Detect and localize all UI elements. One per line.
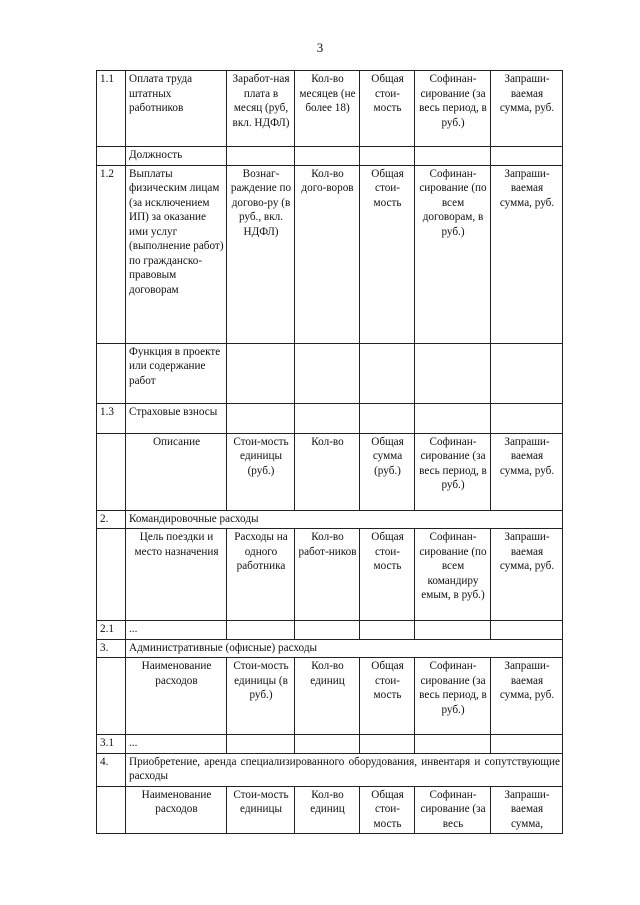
- col-quantity: Кол-во единиц: [295, 786, 360, 834]
- col-quantity: Кол-во месяцев (не более 18): [295, 71, 360, 147]
- row-number: 1.2: [97, 165, 126, 343]
- row-1-3-header: [97, 433, 563, 510]
- row-number: 3.1: [97, 735, 126, 754]
- col-requested: Запраши-ваемая сумма, руб.: [491, 433, 563, 510]
- col-unit-cost: Стои-мость единицы (руб.): [227, 433, 295, 510]
- expense-name-header: Наименование расходов: [126, 786, 227, 834]
- section-title: Командировочные расходы: [126, 510, 563, 529]
- expense-name: Выплаты физическим лицам (за исключением ИП) за оказание ими услуг (выполнение работ) по гражданско-правовым договорам: [126, 165, 227, 343]
- col-quantity: Кол-во дого-воров: [295, 165, 360, 343]
- col-total: Общая стои-мость: [360, 71, 415, 147]
- col-unit-cost: Стои-мость единицы: [227, 786, 295, 834]
- col-requested: Запраши-ваемая сумма,: [491, 786, 563, 834]
- row-1-2: [97, 165, 563, 343]
- col-cofinancing: Софинан-сирование (по всем договорам, в руб.): [415, 165, 491, 343]
- col-requested: Запраши-ваемая сумма, руб.: [491, 71, 563, 147]
- expense-name: ...: [126, 735, 227, 754]
- col-unit-cost: Заработ-ная плата в месяц (руб, вкл. НДФЛ): [227, 71, 295, 147]
- col-total: Общая стои-мость: [360, 165, 415, 343]
- expense-name: ...: [126, 621, 227, 640]
- section-title: Административные (офисные) расходы: [126, 639, 563, 658]
- col-cofinancing: Софинан-сирование (за весь период, в руб.): [415, 658, 491, 735]
- page-number: 3: [316, 40, 324, 55]
- description-header: Описание: [126, 433, 227, 510]
- expense-name: Страховые взносы: [126, 403, 227, 433]
- section-4-header: [97, 786, 563, 834]
- col-quantity: Кол-во единиц: [295, 658, 360, 735]
- section-3: [97, 639, 563, 658]
- col-total: Общая стои-мость: [360, 529, 415, 621]
- section-number: 3.: [97, 639, 126, 658]
- section-number: 2.: [97, 510, 126, 529]
- row-number: 2.1: [97, 621, 126, 640]
- row-2-1: [97, 621, 563, 640]
- col-cofinancing: Софинан-сирование (за весь период, в руб.): [415, 433, 491, 510]
- col-quantity: Кол-во: [295, 433, 360, 510]
- section-title: Приобретение, аренда специализированного оборудования, инвентаря и сопутствующие расходы: [126, 753, 563, 786]
- col-requested: Запраши-ваемая сумма, руб.: [491, 658, 563, 735]
- section-4: [97, 753, 563, 786]
- budget-table: [96, 70, 563, 834]
- row-number: 1.3: [97, 403, 126, 433]
- section-3-header: [97, 658, 563, 735]
- col-requested: Запраши-ваемая сумма, руб.: [491, 165, 563, 343]
- position-label: Должность: [126, 147, 227, 166]
- col-cofinancing: Софинан-сирование (за весь: [415, 786, 491, 834]
- col-total: Общая сумма (руб.): [360, 433, 415, 510]
- section-2: [97, 510, 563, 529]
- trip-purpose-header: Цель поездки и место назначения: [126, 529, 227, 621]
- section-2-header: [97, 529, 563, 621]
- col-total: Общая стои-мость: [360, 658, 415, 735]
- col-cofinancing: Софинан-сирование (за весь период, в руб.): [415, 71, 491, 147]
- col-cofinancing: Софинан-сирование (по всем командиру емым, в руб.): [415, 529, 491, 621]
- expense-name-header: Наименование расходов: [126, 658, 227, 735]
- col-unit-cost: Вознаг-раждение по догово-ру (в руб., вкл. НДФЛ): [227, 165, 295, 343]
- row-function: [97, 343, 563, 403]
- expense-name: Оплата труда штатных работников: [126, 71, 227, 147]
- row-position: [97, 147, 563, 166]
- row-1-1: [97, 71, 563, 147]
- col-total: Общая стои-мость: [360, 786, 415, 834]
- col-quantity: Кол-во работ-ников: [295, 529, 360, 621]
- col-unit-cost: Стои-мость единицы (в руб.): [227, 658, 295, 735]
- function-label: Функция в проекте или содержание работ: [126, 343, 227, 403]
- section-number: 4.: [97, 753, 126, 786]
- row-1-3: [97, 403, 563, 433]
- row-number: 1.1: [97, 71, 126, 147]
- col-requested: Запраши-ваемая сумма, руб.: [491, 529, 563, 621]
- col-unit-cost: Расходы на одного работника: [227, 529, 295, 621]
- row-3-1: [97, 735, 563, 754]
